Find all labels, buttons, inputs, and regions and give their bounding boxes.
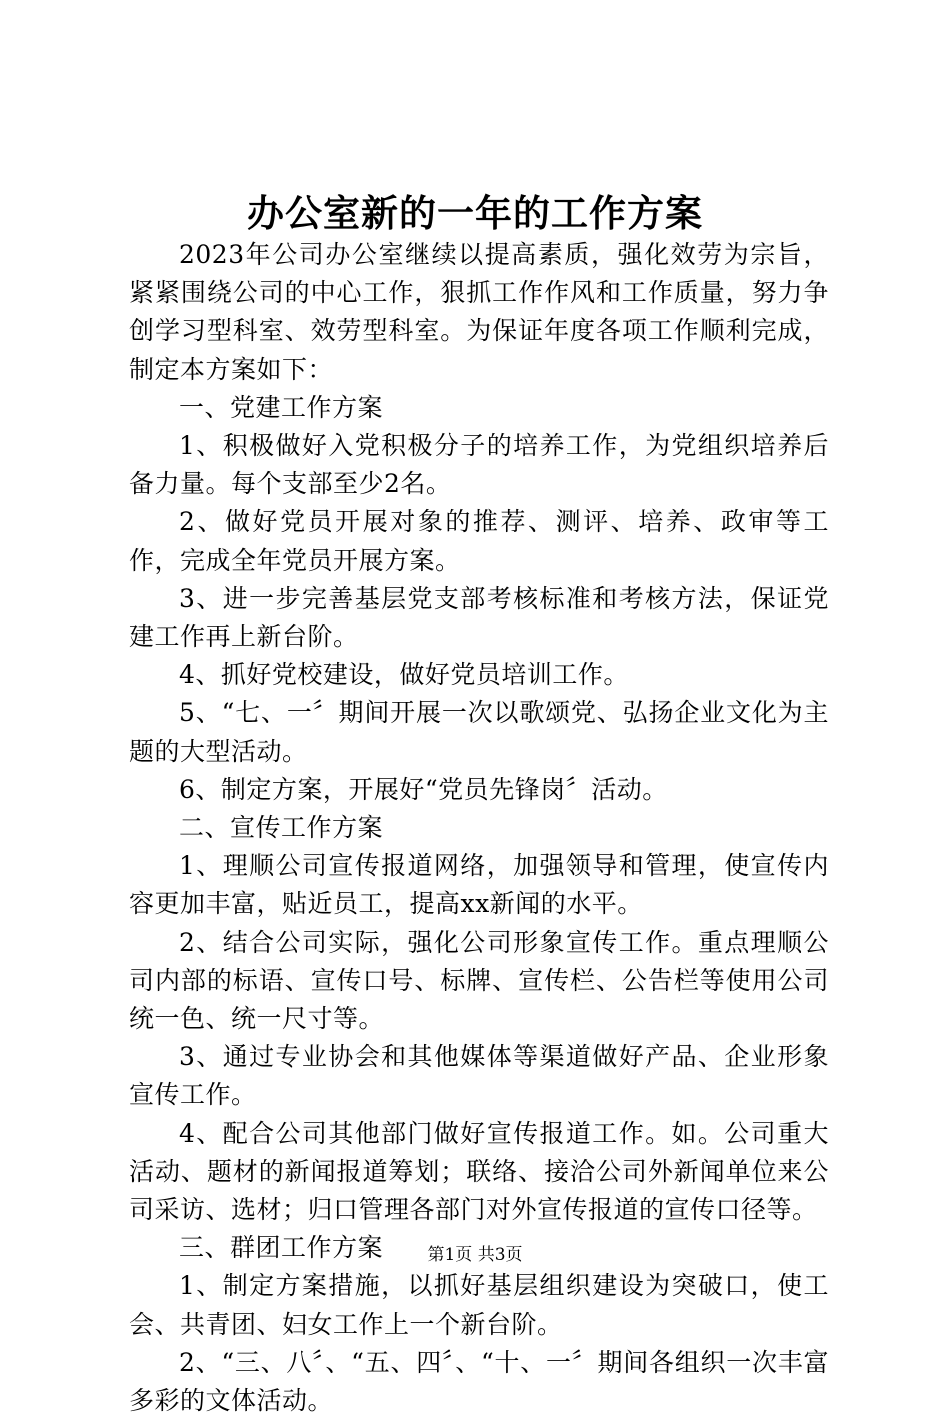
party-item-2: 2、做好党员开展对象的推荐、测评、培养、政审等工作，完成全年党员开展方案。 (129, 507, 829, 575)
groups-item-1: 1、制定方案措施，以抓好基层组织建设为突破口，使工会、共青团、妇女工作上一个新台阶。 (129, 1271, 829, 1339)
publicity-item-4: 4、配合公司其他部门做好宣传报道工作。如。公司重大活动、题材的新闻报道筹划；联络、接洽公司外新闻单位来公司采访、选材；归口管理各部门对外宣传报道的宣传口径等。 (129, 1118, 829, 1225)
party-item-3: 3、进一步完善基层党支部考核标准和考核方法，保证党建工作再上新台阶。 (129, 583, 829, 652)
publicity-item-3: 3、通过专业协会和其他媒体等渠道做好产品、企业形象宣传工作。 (129, 1042, 829, 1110)
page-footer: 第1页 共3页 (427, 1245, 523, 1265)
document-title: 办公室新的一年的工作方案 (247, 191, 703, 235)
section-heading-groups: 三、群团工作方案 (179, 1233, 384, 1263)
party-item-1: 1、积极做好入党积极分子的培养工作，为党组织培养后备力量。每个支部至少2名。 (129, 431, 829, 499)
publicity-item-1: 1、理顺公司宣传报道网络，加强领导和管理，使宣传内容更加丰富，贴近员工，提高xx新闻的水平。 (129, 851, 829, 919)
party-item-5: 5、“七、一〞期间开展一次以歌颂党、弘扬企业文化为主题的大型活动。 (129, 698, 829, 766)
intro-paragraph: 2023年公司办公室继续以提高素质，强化效劳为宗旨，紧紧围绕公司的中心工作，狠抓工作作风和工作质量，努力争创学习型科室、效劳型科室。为保证年度各项工作顺利完成，制定本方案如下： (129, 240, 829, 384)
groups-item-2: 2、“三、八〞、“五、四〞、“十、一〞期间各组织一次丰富多彩的文体活动。 (129, 1347, 829, 1416)
party-item-4: 4、抓好党校建设，做好党员培训工作。 (179, 660, 629, 690)
publicity-item-2: 2、结合公司实际，强化公司形象宣传工作。重点理顺公司内部的标语、宣传口号、标牌、宣传栏、公告栏等使用公司统一色、统一尺寸等。 (129, 927, 829, 1034)
section-heading-publicity: 二、宣传工作方案 (179, 813, 384, 843)
party-item-6: 6、制定方案，开展好“党员先锋岗〞活动。 (179, 774, 668, 804)
section-heading-party: 一、党建工作方案 (179, 392, 384, 422)
